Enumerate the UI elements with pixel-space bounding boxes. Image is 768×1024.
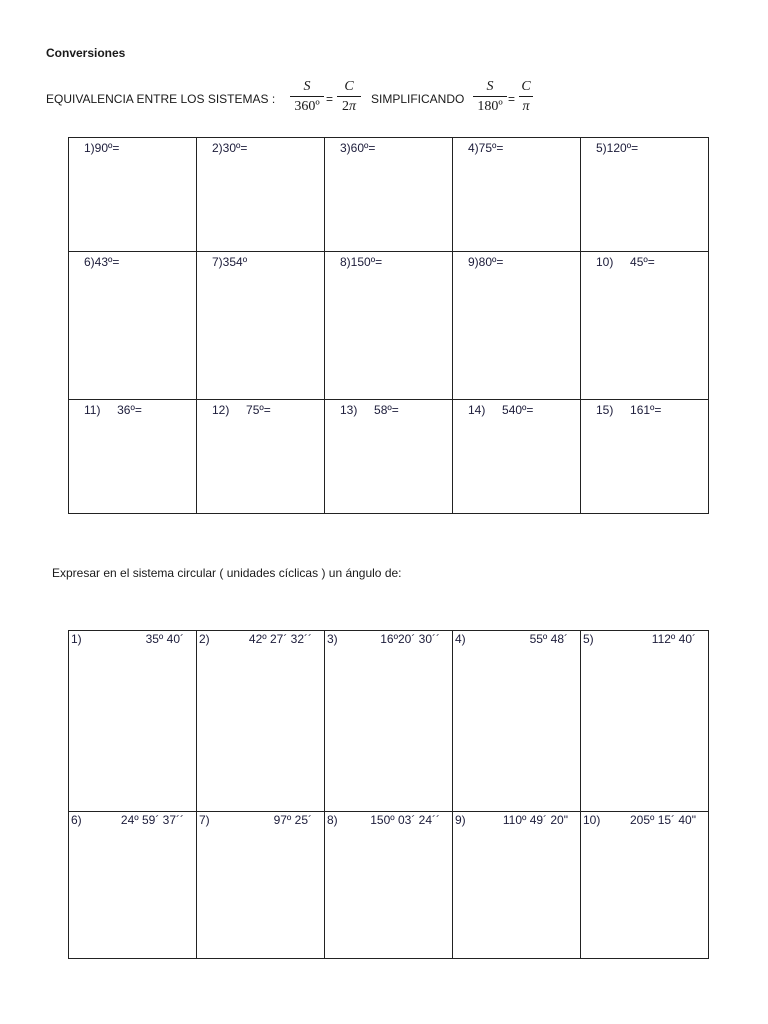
exercise-cell[interactable]: 5)120º= xyxy=(581,138,709,252)
exercise-number: 1) xyxy=(71,632,82,646)
page-title: Conversiones xyxy=(46,46,126,60)
exercise-cell[interactable] xyxy=(581,631,709,812)
exercise-cell[interactable] xyxy=(453,631,581,812)
fraction-c-2pi xyxy=(337,78,361,116)
exercise-number: 5) xyxy=(583,632,594,646)
section-instruction: Expresar en el sistema circular ( unidades cíclicas ) un ángulo de: xyxy=(52,566,402,580)
exercise-cell[interactable] xyxy=(325,812,453,959)
fraction-numerator: S xyxy=(486,79,494,94)
exercise-cell[interactable]: 12) 75º= xyxy=(197,400,325,514)
fraction-numerator: C xyxy=(344,79,354,94)
exercise-number: 6) xyxy=(71,813,82,827)
exercise-angle: 205º 15´ 40" xyxy=(629,813,696,827)
exercise-cell[interactable] xyxy=(197,631,325,812)
exercise-angle: 97º 25´ xyxy=(273,813,312,827)
exercise-angle: 55º 48´ xyxy=(529,632,568,646)
exercise-angle: 110º 49´ 20" xyxy=(502,813,568,827)
fraction-denominator: π xyxy=(522,99,530,114)
fraction-numerator: C xyxy=(521,79,531,94)
exercise-cell[interactable] xyxy=(197,812,325,959)
table-row xyxy=(69,400,709,514)
exercise-cell[interactable]: 4)75º= xyxy=(453,138,581,252)
exercise-number: 3) xyxy=(327,632,338,646)
exercise-cell[interactable]: 3)60º= xyxy=(325,138,453,252)
exercise-number: 2) xyxy=(199,632,210,646)
exercise-cell[interactable] xyxy=(69,631,197,812)
equals-sign: = xyxy=(326,92,334,106)
exercise-angle: 35º 40´ xyxy=(145,632,184,646)
equals-sign: = xyxy=(508,92,516,106)
table-row xyxy=(69,138,709,252)
fraction-s-180 xyxy=(473,78,507,116)
exercise-cell[interactable]: 11) 36º= xyxy=(69,400,197,514)
exercise-cell[interactable]: 2)30º= xyxy=(197,138,325,252)
exercise-number: 9) xyxy=(455,813,466,827)
circular-system-table xyxy=(68,630,709,959)
exercise-cell[interactable] xyxy=(453,812,581,959)
degree-conversion-table xyxy=(68,137,709,514)
simplify-label: SIMPLIFICANDO xyxy=(371,92,465,106)
exercise-number: 8) xyxy=(327,813,338,827)
exercise-angle: 16º20´ 30´´ xyxy=(380,632,440,646)
exercise-angle: 150º 03´ 24´´ xyxy=(370,813,440,827)
exercise-cell[interactable] xyxy=(581,812,709,959)
table-row xyxy=(69,812,709,959)
exercise-angle: 42º 27´ 32´´ xyxy=(248,632,312,646)
exercise-cell[interactable]: 6)43º= xyxy=(69,252,197,400)
fraction-c-pi xyxy=(519,78,533,116)
exercise-cell[interactable] xyxy=(69,812,197,959)
exercise-number: 10) xyxy=(583,813,601,827)
exercise-cell[interactable]: 13) 58º= xyxy=(325,400,453,514)
exercise-cell[interactable]: 8)150º= xyxy=(325,252,453,400)
fraction-s-360 xyxy=(290,78,324,116)
exercise-angle: 24º 59´ 37´´ xyxy=(120,813,184,827)
fraction-numerator: S xyxy=(303,79,311,94)
fraction-denominator: 360º xyxy=(294,99,320,114)
exercise-cell[interactable]: 15) 161º= xyxy=(581,400,709,514)
exercise-cell[interactable] xyxy=(325,631,453,812)
exercise-number: 4) xyxy=(455,632,466,646)
exercise-angle: 112º 40´ xyxy=(651,632,696,646)
exercise-cell[interactable]: 7)354º xyxy=(197,252,325,400)
table-row xyxy=(69,252,709,400)
fraction-denominator: 180º xyxy=(477,99,503,114)
exercise-cell[interactable]: 10) 45º= xyxy=(581,252,709,400)
fraction-denominator: 2π xyxy=(341,99,356,114)
exercise-cell[interactable]: 14) 540º= xyxy=(453,400,581,514)
exercise-number: 7) xyxy=(199,813,210,827)
equivalence-label: EQUIVALENCIA ENTRE LOS SISTEMAS : xyxy=(46,92,276,106)
table-row xyxy=(69,631,709,812)
exercise-cell[interactable]: 9)80º= xyxy=(453,252,581,400)
exercise-cell[interactable]: 1)90º= xyxy=(69,138,197,252)
